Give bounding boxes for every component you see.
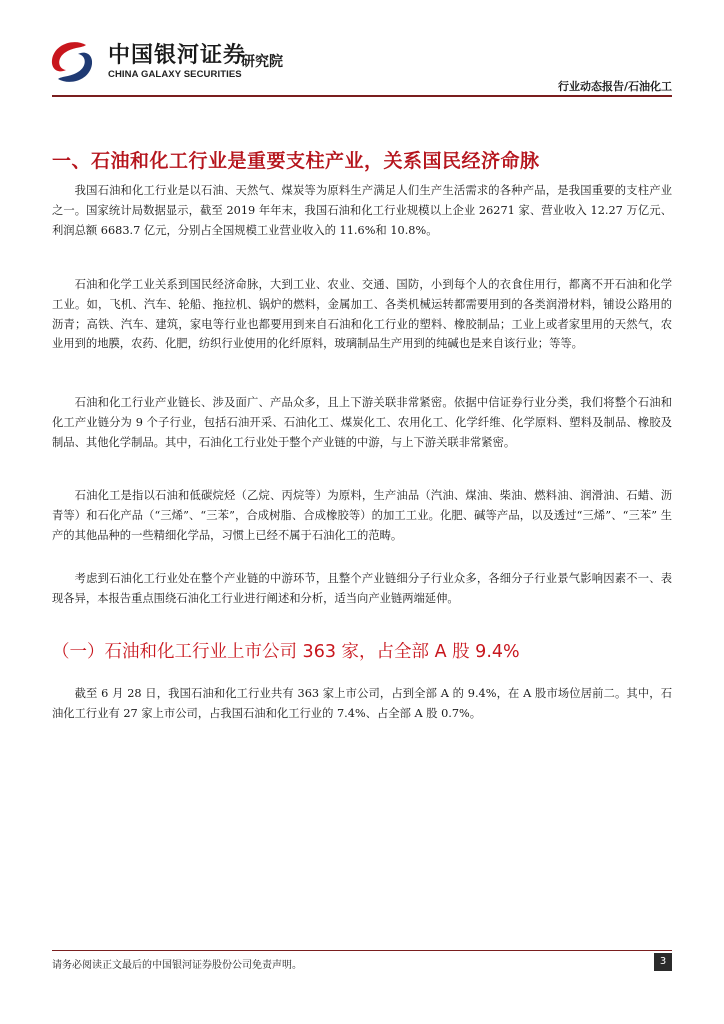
- subsection-heading: （一）石油和化工行业上市公司 363 家，占全部 A 股 9.4%: [52, 642, 520, 662]
- paragraph: 我国石油和化工行业是以石油、天然气、煤炭等为原料生产满足人们生产生活需求的各种产品，是我国重要的支柱产业之一。国家统计局数据显示，截至 2019 年年末，我国石油和化工行业规模以上企业 26271 家、营业收入 12.27 万亿元、利润总额 6683.7 亿元，分别占全国规模工业营业收入的 11.6%和 10.8%。: [52, 184, 672, 237]
- paragraph: 截至 6 月 28 日，我国石油和化工行业共有 363 家上市公司，占到全部 A 的 9.4%，在 A 股市场位居前二。其中，石油化工行业有 27 家上市公司，占我国石油和化工行业的 7.4%、占全部 A 股 0.7%。: [52, 687, 672, 720]
- report-type: 行业动态报告/石油化工: [557, 80, 672, 93]
- page-number: 3: [654, 953, 672, 971]
- logo-company-english: CHINA GALAXY SECURITIES: [108, 69, 242, 80]
- galaxy-logo-icon: [46, 36, 98, 88]
- footer-divider: [52, 950, 672, 951]
- header-divider: [52, 95, 672, 97]
- paragraph: 石油化工是指以石油和低碳烷烃（乙烷、丙烷等）为原料，生产油品（汽油、煤油、柴油、燃料油、润滑油、石蜡、沥青等）和石化产品（“三烯”、“三苯”，合成树脂、合成橡胶等）的加工工业。化肥、碱等产品，以及透过“三烯”、“三苯” 生产的其他品种的一些精细化学品，习惯上已经不属于石油化工的范畴。: [52, 489, 672, 542]
- section-heading: 一、石油和化工行业是重要支柱产业，关系国民经济命脉: [52, 150, 540, 172]
- logo-company-name: 中国银河证券: [108, 43, 247, 68]
- paragraph: 石油和化工行业产业链长、涉及面广、产品众多，且上下游关联非常紧密。依据中信证券行业分类，我们将整个石油和化工产业链分为 9 个子行业，包括石油开采、石油化工、煤炭化工、农用化工、化学纤维、化学原料、塑料及制品、橡胶及制品、其他化学制品。其中，石油化工行业处于整个产业链的中游，与上下游关联非常紧密。: [52, 396, 672, 449]
- footer-disclaimer: 请务必阅读正文最后的中国银河证券股份公司免责声明。: [52, 960, 302, 971]
- paragraph: 石油和化学工业关系到国民经济命脉，大到工业、农业、交通、国防，小到每个人的衣食住用行，都离不开石油和化学工业。如，飞机、汽车、轮船、拖拉机、锅炉的燃料，金属加工、各类机械运转都需要用到的各类润滑材料，铺设公路用的沥青；高铁、汽车、建筑，家电等行业也都要用到来自石油和化工行业的塑料、橡胶制品；工业上或者家里用的天然气，农业用到的地膜，农药、化肥，纺织行业使用的化纤原料，玻璃制品生产用到的纯碱也是来自该行业；等等。: [52, 278, 672, 351]
- paragraph: 考虑到石油化工行业处在整个产业链的中游环节，且整个产业链细分子行业众多，各细分子行业景气影响因素不一、表现各异，本报告重点围绕石油化工行业进行阐述和分析，适当向产业链两端延伸。: [52, 572, 672, 605]
- logo-institute: 研究院: [241, 54, 283, 70]
- company-logo: [38, 30, 298, 90]
